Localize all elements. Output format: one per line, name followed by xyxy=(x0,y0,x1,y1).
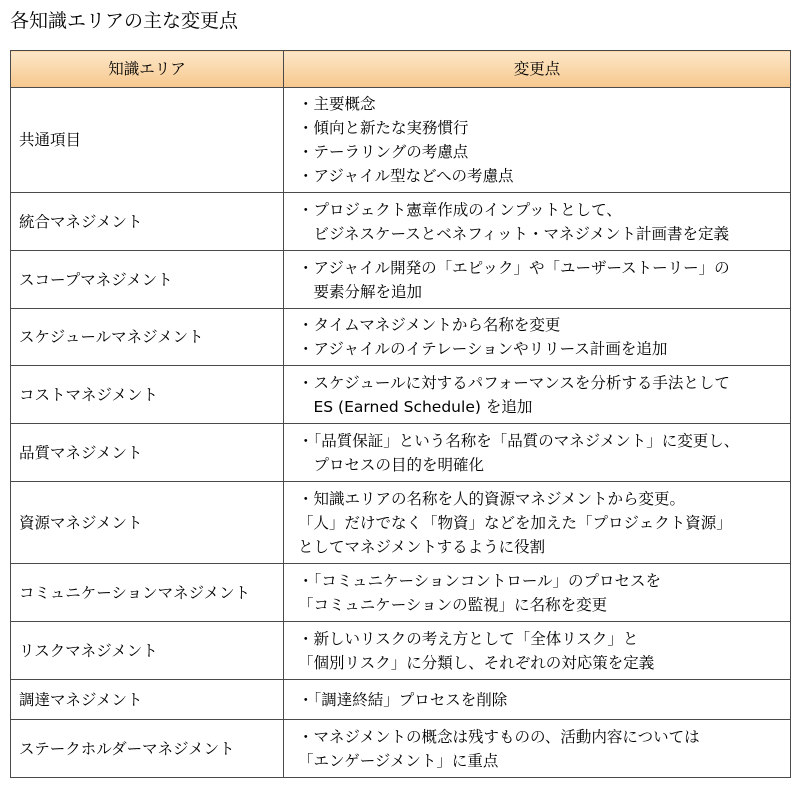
change-line: ・「コミュニケーションコントロール」のプロセスを xyxy=(298,571,662,590)
table-row xyxy=(11,680,791,720)
area-cell: 品質マネジメント xyxy=(11,424,284,482)
table-row xyxy=(11,424,791,482)
area-cell: コストマネジメント xyxy=(11,366,284,424)
change-line: ・テーラリングの考慮点 xyxy=(298,143,469,161)
area-cell: ステークホルダーマネジメント xyxy=(11,720,284,778)
changes-cell xyxy=(284,309,791,366)
changes-cell xyxy=(284,88,791,193)
change-line: ・マネジメントの概念は残すものの、活動内容については xyxy=(298,727,700,746)
header-changes: 変更点 xyxy=(284,51,791,88)
header-area: 知識エリア xyxy=(11,51,284,88)
changes-table xyxy=(10,50,791,778)
table-row xyxy=(11,88,791,193)
table-row xyxy=(11,251,791,309)
header-row xyxy=(11,51,791,88)
change-line: ・「品質保証」という名称を「品質のマネジメント」に変更し、 xyxy=(298,431,740,450)
changes-cell xyxy=(284,424,791,482)
page-title: 各知識エリアの主な変更点 xyxy=(10,10,239,32)
change-line: 「人」だけでなく「物資」などを加えた「プロジェクト資源」 xyxy=(298,513,732,532)
table-row xyxy=(11,720,791,778)
change-line: ビジネスケースとベネフィット・マネジメント計画書を定義 xyxy=(298,224,730,243)
change-line: ・アジャイル開発の「エピック」や「ユーザーストーリー」の xyxy=(298,258,730,277)
changes-cell xyxy=(284,564,791,622)
area-cell: スケジュールマネジメント xyxy=(11,309,284,366)
change-line: ・プロジェクト憲章作成のインプットとして、 xyxy=(298,200,622,219)
change-line: プロセスの目的を明確化 xyxy=(298,455,485,474)
area-cell: 資源マネジメント xyxy=(11,482,284,564)
table-row xyxy=(11,193,791,251)
area-cell: スコープマネジメント xyxy=(11,251,284,309)
changes-cell xyxy=(284,720,791,778)
change-line: ・知識エリアの名称を人的資源マネジメントから変更。 xyxy=(298,489,686,508)
changes-cell xyxy=(284,482,791,564)
change-line: ・傾向と新たな実務慣行 xyxy=(298,119,469,137)
change-line: ・主要概念 xyxy=(298,95,376,113)
change-line: ・新しいリスクの考え方として「全体リスク」と xyxy=(298,629,639,648)
changes-cell xyxy=(284,680,791,720)
change-line: ・アジャイルのイテレーションやリリース計画を追加 xyxy=(298,340,668,358)
table-row xyxy=(11,482,791,564)
change-line: ES (Earned Schedule) を追加 xyxy=(298,397,533,416)
changes-cell xyxy=(284,251,791,309)
table-row xyxy=(11,564,791,622)
change-line: 「コミュニケーションの監視」に名称を変更 xyxy=(298,595,608,614)
area-cell: リスクマネジメント xyxy=(11,622,284,680)
change-line: ・アジャイル型などへの考慮点 xyxy=(298,167,514,185)
change-line: 要素分解を追加 xyxy=(298,282,423,301)
changes-cell xyxy=(284,622,791,680)
area-cell: 調達マネジメント xyxy=(11,680,284,720)
area-cell: コミュニケーションマネジメント xyxy=(11,564,284,622)
change-line: 「エンゲージメント」に重点 xyxy=(298,751,499,770)
area-cell: 統合マネジメント xyxy=(11,193,284,251)
change-line: ・スケジュールに対するパフォーマンスを分析する手法として xyxy=(298,373,730,392)
change-line: 「個別リスク」に分類し、それぞれの対応策を定義 xyxy=(298,653,655,672)
area-cell: 共通項目 xyxy=(11,88,284,193)
table-row xyxy=(11,622,791,680)
change-line: としてマネジメントするように役割 xyxy=(298,537,546,556)
table-row xyxy=(11,366,791,424)
change-line: ・タイムマネジメントから名称を変更 xyxy=(298,316,561,334)
table-row xyxy=(11,309,791,366)
changes-cell xyxy=(284,193,791,251)
changes-cell xyxy=(284,366,791,424)
change-line: ・「調達終結」プロセスを削除 xyxy=(298,690,508,709)
